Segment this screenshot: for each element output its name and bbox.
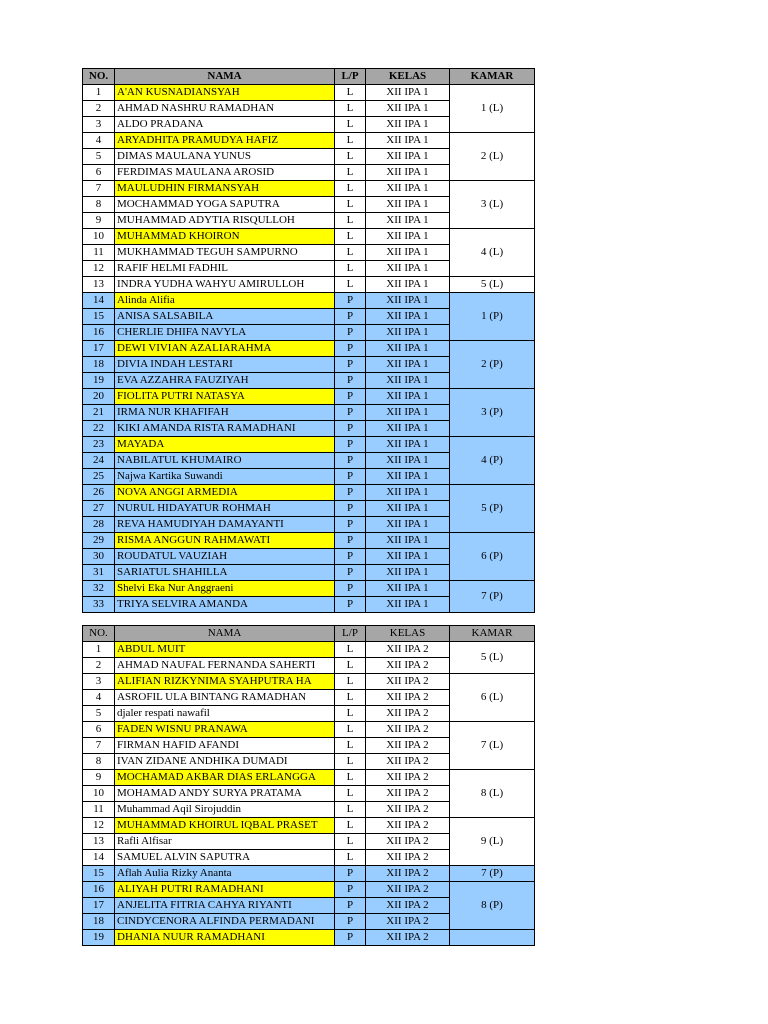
row-no-cell: 25 xyxy=(83,469,115,485)
table-row xyxy=(83,85,535,101)
row-no-cell: 17 xyxy=(83,898,115,914)
row-kelas-cell: XII IPA 1 xyxy=(366,277,450,293)
row-lp-cell: L xyxy=(335,754,366,770)
row-kelas-cell: XII IPA 1 xyxy=(366,437,450,453)
row-lp-cell: P xyxy=(335,389,366,405)
row-kelas-cell: XII IPA 2 xyxy=(366,642,450,658)
row-lp-cell: P xyxy=(335,882,366,898)
kamar-cell: 5 (P) xyxy=(450,485,535,533)
row-lp-cell: L xyxy=(335,181,366,197)
row-nama-cell: IRMA NUR KHAFIFAH xyxy=(115,405,335,421)
row-kelas-cell: XII IPA 1 xyxy=(366,405,450,421)
row-no-cell: 14 xyxy=(83,293,115,309)
row-nama-cell: MAULUDHIN FIRMANSYAH xyxy=(115,181,335,197)
row-kelas-cell: XII IPA 1 xyxy=(366,149,450,165)
row-no-cell: 5 xyxy=(83,149,115,165)
table-row xyxy=(83,882,535,898)
row-nama-cell: AHMAD NASHRU RAMADHAN xyxy=(115,101,335,117)
table-header-row xyxy=(83,626,535,642)
kamar-cell: 8 (P) xyxy=(450,882,535,930)
row-lp-cell: P xyxy=(335,565,366,581)
row-nama-cell: A'AN KUSNADIANSYAH xyxy=(115,85,335,101)
row-lp-cell: L xyxy=(335,85,366,101)
row-lp-cell: P xyxy=(335,373,366,389)
row-lp-cell: L xyxy=(335,706,366,722)
row-kelas-cell: XII IPA 1 xyxy=(366,165,450,181)
row-nama-cell: ASROFIL ULA BINTANG RAMADHAN xyxy=(115,690,335,706)
header-nama: NAMA xyxy=(115,69,335,85)
header-kelas: KELAS xyxy=(366,69,450,85)
row-lp-cell: P xyxy=(335,549,366,565)
row-lp-cell: P xyxy=(335,533,366,549)
kamar-cell: 6 (L) xyxy=(450,674,535,722)
roster-table-ipa2 xyxy=(82,625,535,946)
row-kelas-cell: XII IPA 2 xyxy=(366,674,450,690)
row-nama-cell: DHANIA NUUR RAMADHANI xyxy=(115,930,335,946)
row-no-cell: 13 xyxy=(83,277,115,293)
row-nama-cell: CINDYCENORA ALFINDA PERMADANI xyxy=(115,914,335,930)
row-no-cell: 17 xyxy=(83,341,115,357)
row-no-cell: 22 xyxy=(83,421,115,437)
row-no-cell: 8 xyxy=(83,754,115,770)
header-lp: L/P xyxy=(335,69,366,85)
row-kelas-cell: XII IPA 1 xyxy=(366,309,450,325)
row-no-cell: 5 xyxy=(83,706,115,722)
row-nama-cell: djaler respati nawafil xyxy=(115,706,335,722)
row-lp-cell: L xyxy=(335,770,366,786)
row-lp-cell: P xyxy=(335,453,366,469)
row-kelas-cell: XII IPA 1 xyxy=(366,325,450,341)
table-row xyxy=(83,642,535,658)
row-kelas-cell: XII IPA 2 xyxy=(366,898,450,914)
row-lp-cell: L xyxy=(335,674,366,690)
row-nama-cell: MOHAMAD ANDY SURYA PRATAMA xyxy=(115,786,335,802)
header-kamar: KAMAR xyxy=(450,69,535,85)
row-lp-cell: P xyxy=(335,325,366,341)
kamar-cell: 1 (P) xyxy=(450,293,535,341)
row-nama-cell: CHERLIE DHIFA NAVYLA xyxy=(115,325,335,341)
row-no-cell: 12 xyxy=(83,818,115,834)
row-kelas-cell: XII IPA 2 xyxy=(366,658,450,674)
row-nama-cell: MUHAMMAD ADYTIA RISQULLOH xyxy=(115,213,335,229)
kamar-cell: 4 (P) xyxy=(450,437,535,485)
kamar-cell: 8 (L) xyxy=(450,770,535,818)
row-no-cell: 24 xyxy=(83,453,115,469)
header-nama: NAMA xyxy=(115,626,335,642)
row-lp-cell: L xyxy=(335,149,366,165)
row-nama-cell: SAMUEL ALVIN SAPUTRA xyxy=(115,850,335,866)
row-kelas-cell: XII IPA 2 xyxy=(366,770,450,786)
row-nama-cell: MOCHAMMAD YOGA SAPUTRA xyxy=(115,197,335,213)
row-nama-cell: ANISA SALSABILA xyxy=(115,309,335,325)
row-no-cell: 2 xyxy=(83,658,115,674)
row-kelas-cell: XII IPA 2 xyxy=(366,866,450,882)
row-kelas-cell: XII IPA 2 xyxy=(366,754,450,770)
row-kelas-cell: XII IPA 2 xyxy=(366,914,450,930)
row-kelas-cell: XII IPA 1 xyxy=(366,261,450,277)
row-no-cell: 30 xyxy=(83,549,115,565)
row-no-cell: 1 xyxy=(83,85,115,101)
row-nama-cell: MUKHAMMAD TEGUH SAMPURNO xyxy=(115,245,335,261)
row-lp-cell: L xyxy=(335,786,366,802)
row-no-cell: 2 xyxy=(83,101,115,117)
row-kelas-cell: XII IPA 2 xyxy=(366,706,450,722)
row-kelas-cell: XII IPA 1 xyxy=(366,373,450,389)
header-no: NO. xyxy=(83,69,115,85)
row-kelas-cell: XII IPA 1 xyxy=(366,117,450,133)
row-no-cell: 12 xyxy=(83,261,115,277)
table-row xyxy=(83,866,535,882)
row-kelas-cell: XII IPA 1 xyxy=(366,341,450,357)
row-kelas-cell: XII IPA 2 xyxy=(366,818,450,834)
row-lp-cell: L xyxy=(335,802,366,818)
row-nama-cell: ABDUL MUIT xyxy=(115,642,335,658)
table-row xyxy=(83,229,535,245)
row-lp-cell: P xyxy=(335,930,366,946)
row-lp-cell: P xyxy=(335,597,366,613)
row-nama-cell: REVA HAMUDIYAH DAMAYANTI xyxy=(115,517,335,533)
row-kelas-cell: XII IPA 1 xyxy=(366,565,450,581)
row-no-cell: 14 xyxy=(83,850,115,866)
row-nama-cell: ARYADHITA PRAMUDYA HAFIZ xyxy=(115,133,335,149)
row-nama-cell: FERDIMAS MAULANA AROSID xyxy=(115,165,335,181)
row-lp-cell: P xyxy=(335,581,366,597)
row-nama-cell: TRIYA SELVIRA AMANDA xyxy=(115,597,335,613)
row-no-cell: 16 xyxy=(83,325,115,341)
row-nama-cell: DIVIA INDAH LESTARI xyxy=(115,357,335,373)
row-no-cell: 21 xyxy=(83,405,115,421)
row-no-cell: 6 xyxy=(83,722,115,738)
table-body xyxy=(83,85,535,613)
kamar-cell: 4 (L) xyxy=(450,229,535,277)
row-nama-cell: AHMAD NAUFAL FERNANDA SAHERTI xyxy=(115,658,335,674)
row-lp-cell: L xyxy=(335,658,366,674)
row-lp-cell: P xyxy=(335,421,366,437)
row-nama-cell: Alinda Alifia xyxy=(115,293,335,309)
row-no-cell: 4 xyxy=(83,133,115,149)
row-nama-cell: ANJELITA FITRIA CAHYA RIYANTI xyxy=(115,898,335,914)
kamar-cell: 7 (L) xyxy=(450,722,535,770)
row-no-cell: 9 xyxy=(83,213,115,229)
row-kelas-cell: XII IPA 1 xyxy=(366,469,450,485)
row-nama-cell: NOVA ANGGI ARMEDIA xyxy=(115,485,335,501)
row-nama-cell: INDRA YUDHA WAHYU AMIRULLOH xyxy=(115,277,335,293)
row-no-cell: 16 xyxy=(83,882,115,898)
row-kelas-cell: XII IPA 2 xyxy=(366,882,450,898)
row-nama-cell: NABILATUL KHUMAIRO xyxy=(115,453,335,469)
table-row xyxy=(83,770,535,786)
row-kelas-cell: XII IPA 1 xyxy=(366,421,450,437)
row-lp-cell: L xyxy=(335,117,366,133)
row-nama-cell: MOCHAMAD AKBAR DIAS ERLANGGA xyxy=(115,770,335,786)
row-lp-cell: L xyxy=(335,261,366,277)
row-kelas-cell: XII IPA 1 xyxy=(366,485,450,501)
table-row xyxy=(83,674,535,690)
table-row xyxy=(83,389,535,405)
row-nama-cell: FIOLITA PUTRI NATASYA xyxy=(115,389,335,405)
row-lp-cell: L xyxy=(335,197,366,213)
row-kelas-cell: XII IPA 1 xyxy=(366,293,450,309)
row-nama-cell: ALDO PRADANA xyxy=(115,117,335,133)
row-nama-cell: KIKI AMANDA RISTA RAMADHANI xyxy=(115,421,335,437)
row-no-cell: 15 xyxy=(83,309,115,325)
roster-table-ipa1 xyxy=(82,68,535,613)
row-kelas-cell: XII IPA 2 xyxy=(366,738,450,754)
row-nama-cell: ALIYAH PUTRI RAMADHANI xyxy=(115,882,335,898)
row-no-cell: 7 xyxy=(83,181,115,197)
row-lp-cell: L xyxy=(335,165,366,181)
row-lp-cell: L xyxy=(335,834,366,850)
row-no-cell: 9 xyxy=(83,770,115,786)
kamar-cell: 6 (P) xyxy=(450,533,535,581)
row-no-cell: 26 xyxy=(83,485,115,501)
table-row xyxy=(83,277,535,293)
table-row xyxy=(83,533,535,549)
row-nama-cell: ROUDATUL VAUZIAH xyxy=(115,549,335,565)
row-nama-cell: ALIFIAN RIZKYNIMA SYAHPUTRA HA xyxy=(115,674,335,690)
kamar-cell: 3 (P) xyxy=(450,389,535,437)
row-lp-cell: L xyxy=(335,277,366,293)
row-kelas-cell: XII IPA 1 xyxy=(366,101,450,117)
row-no-cell: 19 xyxy=(83,373,115,389)
row-no-cell: 20 xyxy=(83,389,115,405)
row-no-cell: 3 xyxy=(83,117,115,133)
row-lp-cell: L xyxy=(335,818,366,834)
table-row xyxy=(83,293,535,309)
table-header-row xyxy=(83,69,535,85)
row-kelas-cell: XII IPA 1 xyxy=(366,357,450,373)
row-nama-cell: FIRMAN HAFID AFANDI xyxy=(115,738,335,754)
row-lp-cell: L xyxy=(335,642,366,658)
row-nama-cell: Muhammad Aqil Sirojuddin xyxy=(115,802,335,818)
row-lp-cell: P xyxy=(335,485,366,501)
kamar-cell: 7 (P) xyxy=(450,581,535,613)
table-row xyxy=(83,181,535,197)
row-lp-cell: L xyxy=(335,133,366,149)
row-nama-cell: DIMAS MAULANA YUNUS xyxy=(115,149,335,165)
kamar-cell: 3 (L) xyxy=(450,181,535,229)
row-no-cell: 1 xyxy=(83,642,115,658)
row-no-cell: 18 xyxy=(83,914,115,930)
row-kelas-cell: XII IPA 1 xyxy=(366,229,450,245)
row-no-cell: 28 xyxy=(83,517,115,533)
row-no-cell: 10 xyxy=(83,229,115,245)
row-nama-cell: MAYADA xyxy=(115,437,335,453)
row-nama-cell: MUHAMMAD KHOIRUL IQBAL PRASET xyxy=(115,818,335,834)
row-no-cell: 27 xyxy=(83,501,115,517)
row-kelas-cell: XII IPA 1 xyxy=(366,197,450,213)
table-row xyxy=(83,930,535,946)
row-lp-cell: L xyxy=(335,690,366,706)
row-lp-cell: P xyxy=(335,357,366,373)
row-lp-cell: P xyxy=(335,914,366,930)
row-no-cell: 13 xyxy=(83,834,115,850)
table-row xyxy=(83,341,535,357)
row-nama-cell: SARIATUL SHAHILLA xyxy=(115,565,335,581)
header-kamar: KAMAR xyxy=(450,626,535,642)
row-kelas-cell: XII IPA 1 xyxy=(366,517,450,533)
row-lp-cell: P xyxy=(335,341,366,357)
table-row xyxy=(83,722,535,738)
row-kelas-cell: XII IPA 2 xyxy=(366,930,450,946)
row-kelas-cell: XII IPA 2 xyxy=(366,834,450,850)
row-lp-cell: P xyxy=(335,309,366,325)
row-nama-cell: NURUL HIDAYATUR ROHMAH xyxy=(115,501,335,517)
row-kelas-cell: XII IPA 1 xyxy=(366,85,450,101)
row-kelas-cell: XII IPA 1 xyxy=(366,453,450,469)
row-kelas-cell: XII IPA 1 xyxy=(366,501,450,517)
row-no-cell: 29 xyxy=(83,533,115,549)
kamar-cell: 2 (P) xyxy=(450,341,535,389)
row-no-cell: 7 xyxy=(83,738,115,754)
header-lp: L/P xyxy=(335,626,366,642)
row-nama-cell: RAFIF HELMI FADHIL xyxy=(115,261,335,277)
kamar-cell xyxy=(450,930,535,946)
table-row xyxy=(83,437,535,453)
row-no-cell: 11 xyxy=(83,245,115,261)
row-no-cell: 4 xyxy=(83,690,115,706)
row-lp-cell: L xyxy=(335,738,366,754)
row-nama-cell: Shelvi Eka Nur Anggraeni xyxy=(115,581,335,597)
row-nama-cell: DEWI VIVIAN AZALIARAHMA xyxy=(115,341,335,357)
row-no-cell: 3 xyxy=(83,674,115,690)
row-nama-cell: MUHAMMAD KHOIRON xyxy=(115,229,335,245)
row-lp-cell: P xyxy=(335,293,366,309)
row-kelas-cell: XII IPA 1 xyxy=(366,133,450,149)
row-lp-cell: P xyxy=(335,437,366,453)
row-nama-cell: RISMA ANGGUN RAHMAWATI xyxy=(115,533,335,549)
kamar-cell: 9 (L) xyxy=(450,818,535,866)
row-kelas-cell: XII IPA 1 xyxy=(366,181,450,197)
row-lp-cell: P xyxy=(335,405,366,421)
row-nama-cell: FADEN WISNU PRANAWA xyxy=(115,722,335,738)
row-no-cell: 8 xyxy=(83,197,115,213)
row-kelas-cell: XII IPA 1 xyxy=(366,581,450,597)
row-nama-cell: Aflah Aulia Rizky Ananta xyxy=(115,866,335,882)
row-lp-cell: L xyxy=(335,229,366,245)
table-row xyxy=(83,818,535,834)
row-no-cell: 32 xyxy=(83,581,115,597)
header-kelas: KELAS xyxy=(366,626,450,642)
kamar-cell: 5 (L) xyxy=(450,277,535,293)
row-lp-cell: L xyxy=(335,213,366,229)
row-no-cell: 11 xyxy=(83,802,115,818)
row-no-cell: 15 xyxy=(83,866,115,882)
row-no-cell: 23 xyxy=(83,437,115,453)
row-lp-cell: L xyxy=(335,850,366,866)
row-lp-cell: P xyxy=(335,501,366,517)
table-body xyxy=(83,642,535,946)
row-no-cell: 6 xyxy=(83,165,115,181)
row-kelas-cell: XII IPA 1 xyxy=(366,549,450,565)
kamar-cell: 5 (L) xyxy=(450,642,535,674)
row-kelas-cell: XII IPA 1 xyxy=(366,245,450,261)
row-kelas-cell: XII IPA 2 xyxy=(366,850,450,866)
row-no-cell: 10 xyxy=(83,786,115,802)
row-no-cell: 33 xyxy=(83,597,115,613)
kamar-cell: 1 (L) xyxy=(450,85,535,133)
row-lp-cell: P xyxy=(335,898,366,914)
header-no: NO. xyxy=(83,626,115,642)
row-kelas-cell: XII IPA 2 xyxy=(366,722,450,738)
row-kelas-cell: XII IPA 1 xyxy=(366,597,450,613)
row-kelas-cell: XII IPA 2 xyxy=(366,786,450,802)
row-nama-cell: IVAN ZIDANE ANDHIKA DUMADI xyxy=(115,754,335,770)
row-no-cell: 31 xyxy=(83,565,115,581)
row-kelas-cell: XII IPA 1 xyxy=(366,213,450,229)
table-row xyxy=(83,485,535,501)
row-nama-cell: Rafli Alfisar xyxy=(115,834,335,850)
row-no-cell: 19 xyxy=(83,930,115,946)
row-no-cell: 18 xyxy=(83,357,115,373)
row-lp-cell: L xyxy=(335,101,366,117)
row-lp-cell: L xyxy=(335,722,366,738)
table-row xyxy=(83,581,535,597)
row-lp-cell: P xyxy=(335,469,366,485)
row-lp-cell: P xyxy=(335,866,366,882)
row-lp-cell: P xyxy=(335,517,366,533)
row-kelas-cell: XII IPA 2 xyxy=(366,690,450,706)
kamar-cell: 7 (P) xyxy=(450,866,535,882)
row-lp-cell: L xyxy=(335,245,366,261)
row-nama-cell: Najwa Kartika Suwandi xyxy=(115,469,335,485)
kamar-cell: 2 (L) xyxy=(450,133,535,181)
row-kelas-cell: XII IPA 1 xyxy=(366,389,450,405)
row-nama-cell: EVA AZZAHRA FAUZIYAH xyxy=(115,373,335,389)
table-row xyxy=(83,133,535,149)
row-kelas-cell: XII IPA 1 xyxy=(366,533,450,549)
row-kelas-cell: XII IPA 2 xyxy=(366,802,450,818)
